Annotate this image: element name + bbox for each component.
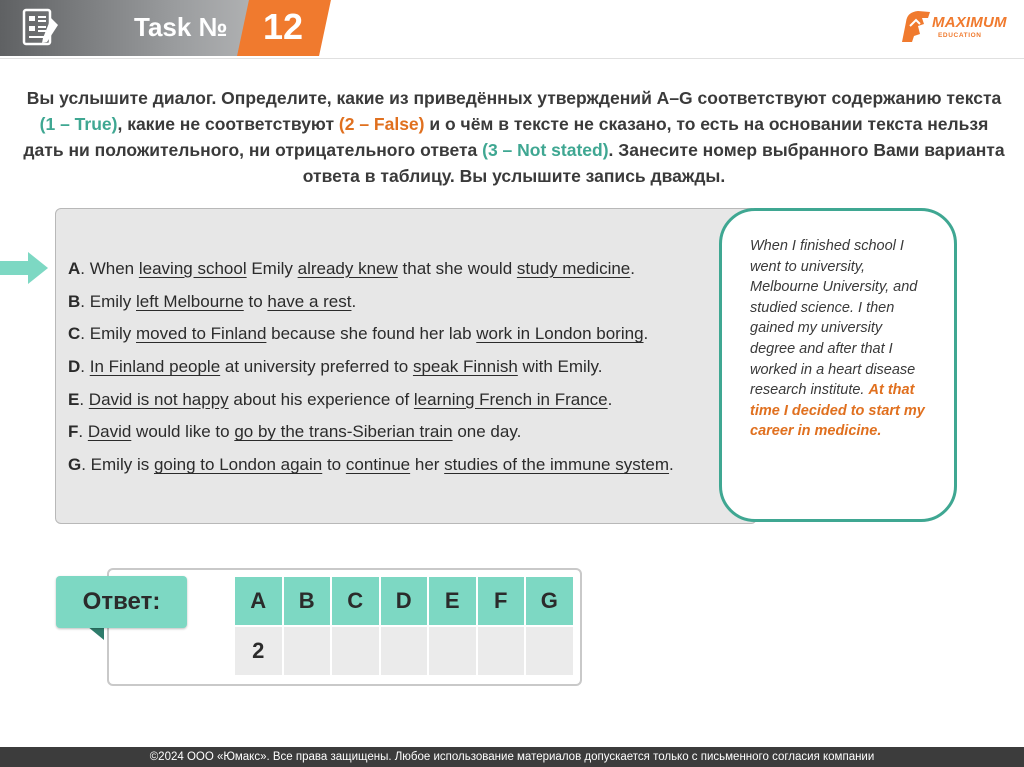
- statement-text: because she found her lab: [266, 324, 477, 344]
- statement-letter: E: [68, 389, 80, 409]
- task-number: 12: [262, 6, 304, 47]
- statement-keyphrase: have a rest: [267, 291, 352, 311]
- arrow-right-icon: [0, 250, 50, 286]
- statement-text: .: [643, 324, 649, 344]
- statement-text: to: [322, 455, 346, 475]
- false-option-label: (2 – False): [338, 114, 425, 134]
- statement-d: [68, 353, 728, 386]
- statement-text: .: [351, 291, 357, 311]
- statement-letter: G: [68, 455, 82, 475]
- answer-cell-c[interactable]: [332, 627, 381, 677]
- instruction-part: , какие не соответствуют: [117, 114, 339, 134]
- statement-keyphrase: continue: [345, 455, 411, 475]
- statement-text: to: [243, 291, 268, 311]
- statement-text: .: [78, 422, 88, 442]
- not-stated-option-label: (3 – Not stated): [482, 140, 609, 160]
- statement-keyphrase: David: [87, 422, 132, 442]
- statement-keyphrase: go by the trans-Siberian train: [234, 422, 453, 442]
- statement-letter: C: [68, 324, 81, 344]
- answer-cell-g[interactable]: [526, 627, 575, 677]
- answer-table: [235, 577, 575, 677]
- statement-text: at university preferred to: [220, 357, 413, 377]
- answer-column-d: D: [381, 577, 430, 627]
- statement-keyphrase: already knew: [297, 259, 398, 278]
- statement-keyphrase: speak Finnish: [412, 357, 518, 377]
- answer-column-e: E: [429, 577, 478, 627]
- answer-cell-a[interactable]: 2: [235, 627, 284, 677]
- answer-column-c: C: [332, 577, 381, 627]
- transcript-body: When I finished school I went to university, Melbourne University, and studied science. I then gained my university degree and after that I worked in a heart disease research institute.: [750, 238, 918, 399]
- task-label: Task №: [134, 12, 228, 42]
- header-divider: [0, 58, 1024, 59]
- statement-text: .: [669, 455, 674, 475]
- instruction-part: Вы услышите диалог. Определите, какие из приведённых утверждений A–G соответствуют содержанию текста: [26, 88, 1002, 108]
- task-instruction: [22, 85, 1006, 189]
- statements-list: [68, 255, 728, 484]
- header: [0, 0, 1024, 60]
- statement-keyphrase: In Finland people: [89, 357, 221, 377]
- statement-text: . Emily: [80, 291, 137, 311]
- statement-keyphrase: going to London again: [153, 455, 323, 475]
- statement-text: about his experience of: [228, 389, 414, 409]
- statement-keyphrase: studies of the immune system: [444, 455, 670, 475]
- brand-logo-icon: [898, 6, 934, 46]
- statement-text: . When: [80, 259, 139, 278]
- statement-c: [68, 320, 728, 353]
- answer-label: Ответ:: [56, 576, 187, 628]
- document-icon: [20, 8, 62, 48]
- statement-g: [68, 451, 728, 484]
- statement-b: [68, 288, 728, 321]
- statement-text: .: [607, 389, 613, 409]
- statement-letter: A: [68, 259, 81, 278]
- transcript-highlight: At that time I decided to start my career in medicine.: [750, 382, 925, 440]
- statement-text: that she would: [397, 259, 517, 278]
- answer-cell-f[interactable]: [478, 627, 527, 677]
- statement-keyphrase: study medicine: [516, 259, 631, 278]
- statement-text: . Emily: [80, 324, 137, 344]
- statement-text: .: [80, 357, 90, 377]
- statement-letter: B: [68, 291, 81, 311]
- answer-cell-b[interactable]: [284, 627, 333, 677]
- instruction-part: и о чём в тексте не сказано, то есть на основании текста нельзя дать ни положительного, ни отрицательного ответа: [23, 114, 989, 160]
- statement-keyphrase: left Melbourne: [136, 291, 244, 311]
- answer-column-f: F: [478, 577, 527, 627]
- statement-letter: D: [68, 357, 81, 377]
- statement-text: would like to: [131, 422, 235, 442]
- statement-keyphrase: learning French in France: [413, 389, 608, 409]
- statement-text: Emily: [246, 259, 298, 278]
- answer-table-values-row: [235, 627, 575, 677]
- statement-keyphrase: leaving school: [138, 259, 247, 278]
- statement-keyphrase: moved to Finland: [136, 324, 267, 344]
- statement-text: her: [410, 455, 445, 475]
- transcript-text: [750, 236, 928, 442]
- statement-text: .: [630, 259, 635, 278]
- statement-keyphrase: work in London boring: [476, 324, 644, 344]
- brand-subtitle: EDUCATION: [938, 32, 982, 39]
- instruction-part: . Занесите номер выбранного Вами варианта ответа в таблицу. Вы услышите запись дважды.: [302, 140, 1005, 186]
- statement-text: with Emily.: [517, 357, 603, 377]
- answer-column-a: A: [235, 577, 284, 627]
- statement-e: [68, 386, 728, 419]
- footer-copyright: ©2024 ООО «Юмакс». Все права защищены. Любое использование материалов допускается только с письменного согласия компании: [0, 747, 1024, 767]
- answer-column-g: G: [526, 577, 575, 627]
- true-option-label: (1 – True): [39, 114, 118, 134]
- brand-name: MAXIMUM: [932, 14, 1007, 31]
- answer-column-b: B: [284, 577, 333, 627]
- answer-cell-d[interactable]: [381, 627, 430, 677]
- statement-a: [68, 255, 728, 288]
- statement-text: . Emily is: [81, 455, 154, 475]
- statement-f: [68, 418, 728, 451]
- statement-keyphrase: David is not happy: [88, 389, 229, 409]
- statement-text: .: [79, 389, 89, 409]
- answer-table-header-row: [235, 577, 575, 627]
- brand-logo: [898, 6, 1018, 46]
- statement-text: one day.: [452, 422, 522, 442]
- answer-cell-e[interactable]: [429, 627, 478, 677]
- statement-letter: F: [68, 422, 79, 442]
